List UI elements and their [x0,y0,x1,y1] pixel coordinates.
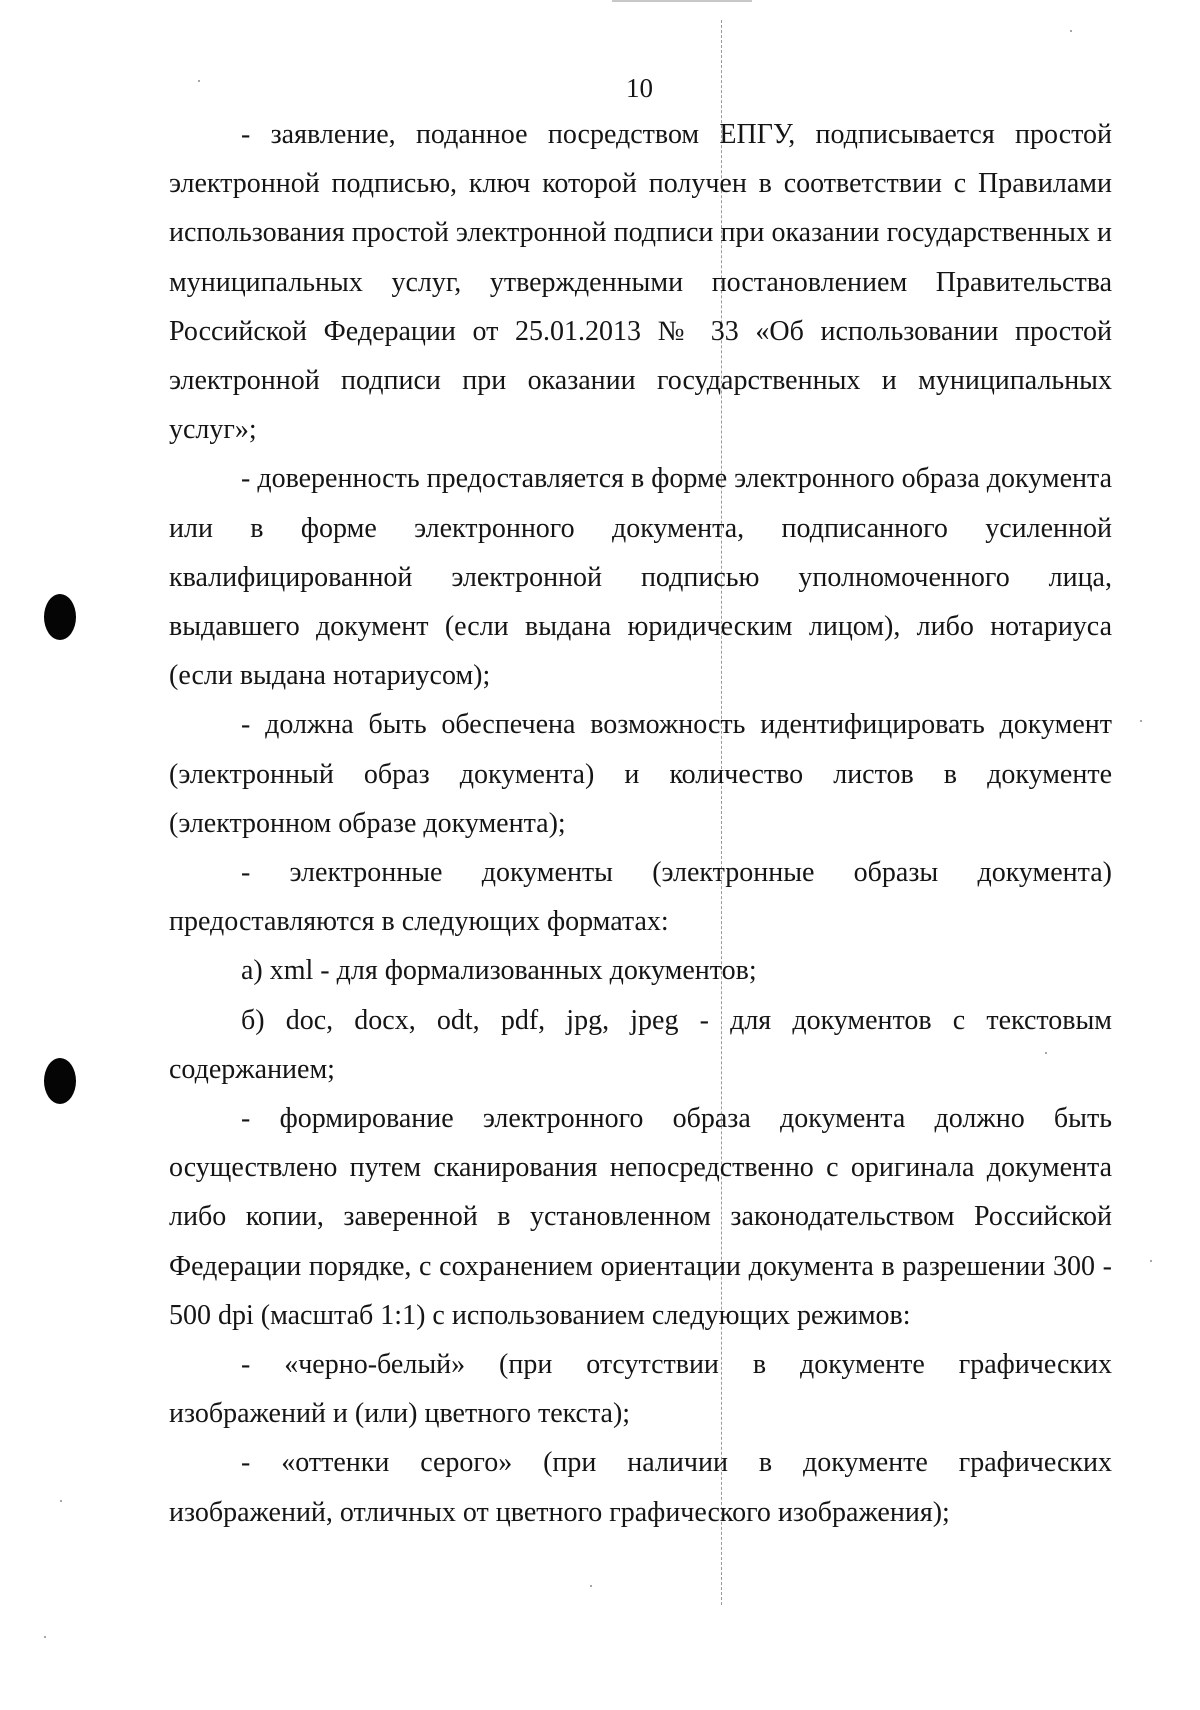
paragraph-identification: - должна быть обеспечена возможность идентифицировать документ (электронный образ документа) и количество листов в документе (электронном образе документа); [169,709,1112,839]
paragraph-formats-intro: - электронные документы (электронные образы документа) предоставляются в следующих форматах: [169,857,1112,938]
paragraph-scanning: - формирование электронного образа документа должно быть осуществлено путем сканирования непосредственно с оригинала документа либо копии, заверенной в установленном законодательством Российской Федерации порядке, с сохранением ориентации документа в разрешении 300 - 500 dpi (масштаб 1:1) с использованием следующих режимов: [169,1103,1112,1331]
paragraph-mode-bw: - «черно-белый» (при отсутствии в документе графических изображений и (или) цветного текста); [169,1349,1112,1430]
punch-hole-upper [44,594,76,640]
paragraph-mode-grayscale: - «оттенки серого» (при наличии в документе графических изображений, отличных от цветного графического изображения); [169,1447,1112,1528]
scan-speck [1070,30,1072,32]
scan-speck [44,1636,46,1638]
paragraph-power-of-attorney: - доверенность предоставляется в форме электронного образа документа или в форме электронного документа, подписанного усиленной квалифицированной электронной подписью уполномоченного лица, выдавшего документ (если выдана юридическим лицом), либо нотариуса (если выдана нотариусом); [169,463,1112,692]
scan-speck [590,1585,592,1587]
scan-speck [60,1500,62,1502]
punch-hole-lower [44,1058,76,1104]
scan-speck [1045,1052,1047,1054]
scan-speck [1140,720,1142,722]
paragraph-format-text: б) doc, docx, odt, pdf, jpg, jpeg - для документов с текстовым содержанием; [169,1004,1112,1085]
scan-speck [198,80,200,82]
document-body [169,110,1112,1537]
scan-speck [1150,1260,1152,1262]
paragraph-epgu-signature: - заявление, поданное посредством ЕПГУ, подписывается простой электронной подписью, ключ которой получен в соответствии с Правилами использования простой электронной подписи при оказании государственных и муниципальных услуг, утвержденными постановлением Правительства Российской Федерации от 25.01.2013 № 33 «Об использовании простой электронной подписи при оказании государственных и муниципальных услуг»; [169,119,1112,446]
paragraph-format-xml: а) xml - для формализованных документов; [241,955,757,987]
scan-top-edge-mark [612,0,752,2]
page-number: 10 [626,73,653,103]
